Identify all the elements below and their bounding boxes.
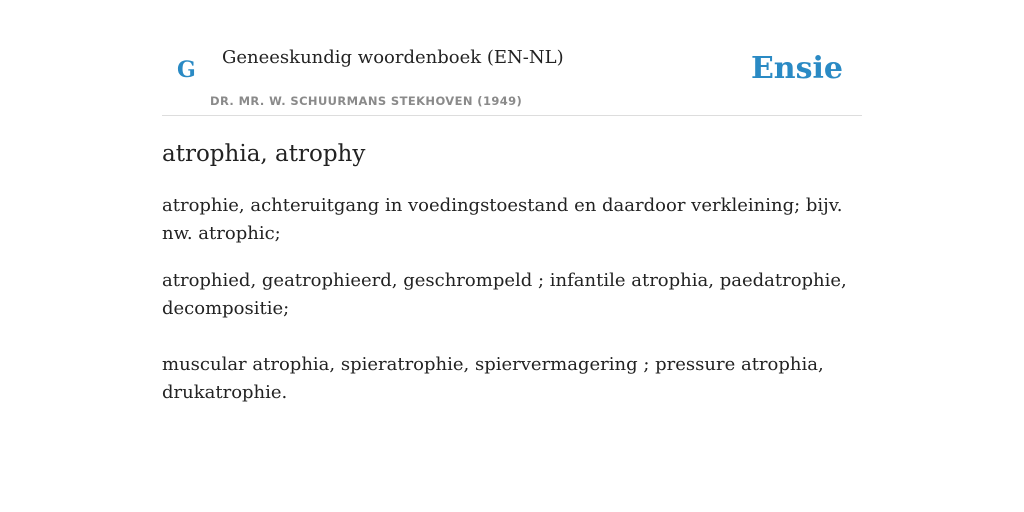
entry-paragraph: atrophie, achteruitgang in voedingstoestand en daardoor verkleining; bijv. nw. atrophic; [162,195,843,244]
dictionary-author: DR. MR. W. SCHUURMANS STEKHOVEN (1949) [210,94,523,108]
brand-logo-link[interactable]: Ensie [750,51,843,86]
entry-headword: atrophia, atrophy [162,141,366,167]
entry-paragraph: atrophied, geatrophieerd, geschrompeld ; infantile atrophia, paedatrophie, decompositie; [162,270,847,319]
dictionary-logo-link[interactable]: G [177,57,196,83]
dictionary-title[interactable]: Geneeskundig woordenboek (EN-NL) [222,47,564,68]
dictionary-header [162,40,862,116]
entry-paragraph: muscular atrophia, spieratrophie, spiervermagering ; pressure atrophia, drukatrophie. [162,354,824,403]
entry-content [162,138,862,407]
